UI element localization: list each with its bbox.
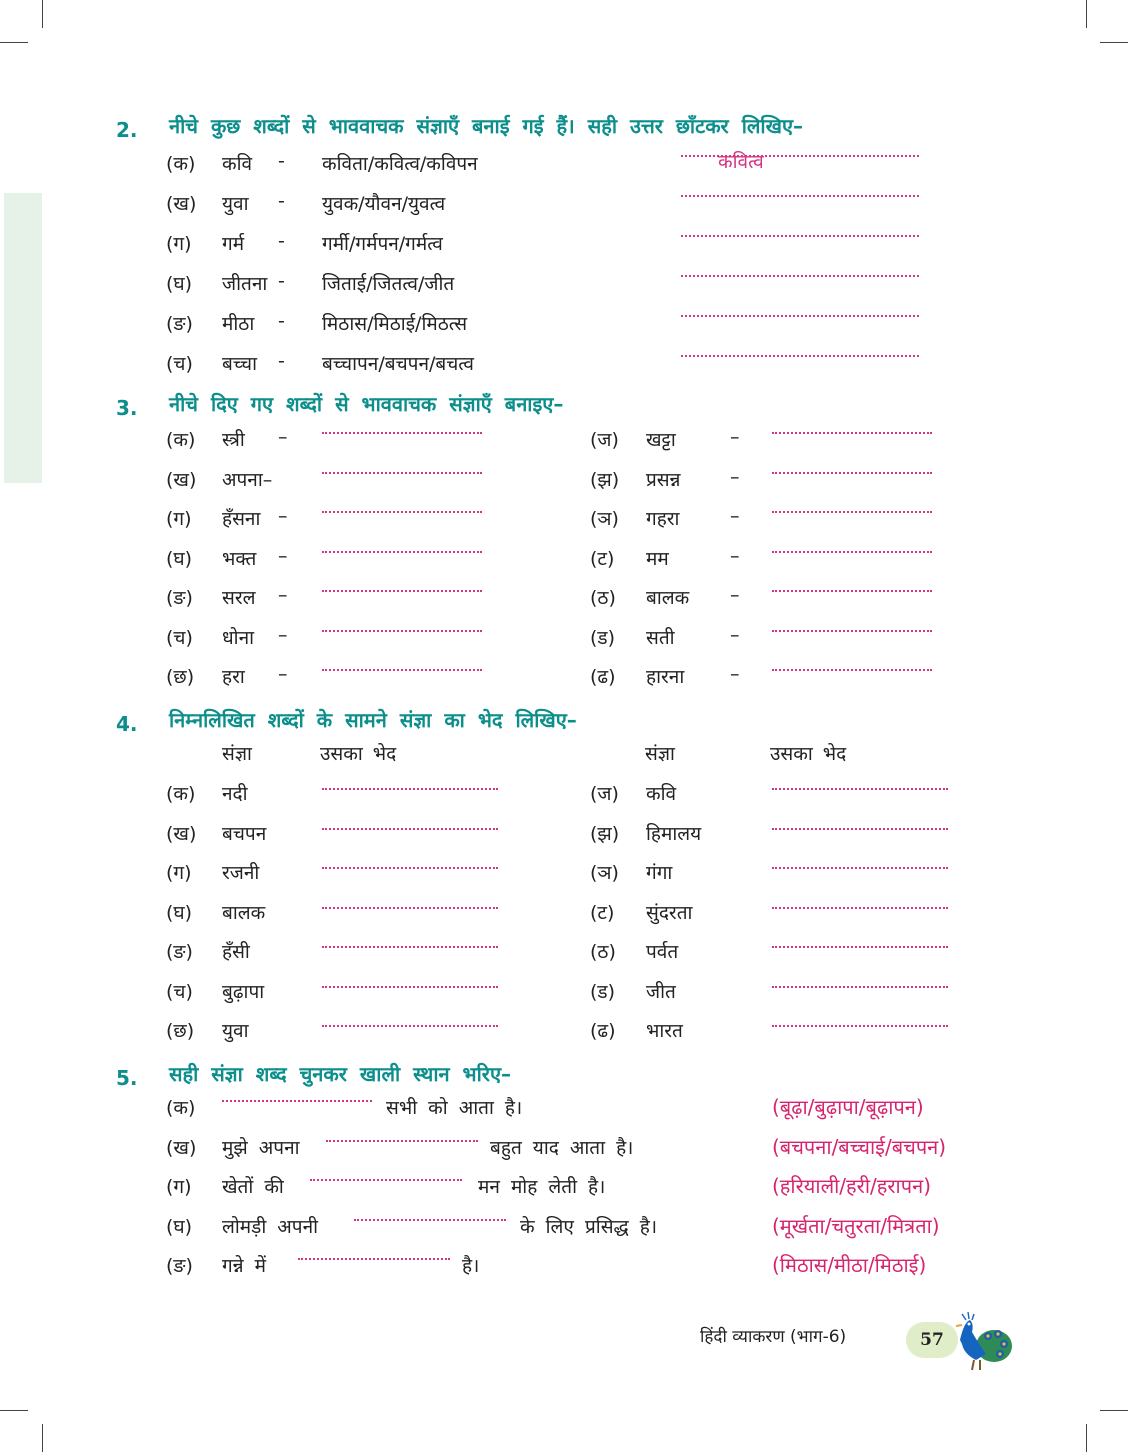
item-label: (घ) (166, 547, 193, 570)
answer-blank[interactable] (772, 986, 948, 988)
answer-blank[interactable] (772, 788, 948, 790)
side-tab (4, 193, 42, 483)
fill-blank[interactable] (310, 1179, 462, 1181)
answer-blank[interactable] (322, 986, 498, 988)
choice-options: (मिठास/मीठा/मिठाई) (772, 1253, 927, 1277)
item-dash: – (278, 584, 288, 606)
question-title: निम्नलिखित शब्दों के सामने संज्ञा का भेद लिखिए– (169, 708, 577, 732)
crop-mark (42, 1424, 43, 1452)
item-label: (क) (166, 783, 196, 805)
item-label: (ङ) (166, 941, 193, 963)
question-title: नीचे कुछ शब्दों से भाववाचक संज्ञाएँ बनाई गई हैं। सही उत्तर छाँटकर लिखिए– (169, 114, 804, 138)
book-title: हिंदी व्याकरण (भाग-6) (700, 1327, 847, 1347)
fill-blank[interactable] (222, 1100, 372, 1102)
item-word: कवि (646, 783, 677, 805)
item-label: (झ) (590, 468, 620, 491)
item-word: मीठा (222, 313, 255, 335)
item-options: बच्चापन/बचपन/बचत्व (322, 353, 474, 375)
column-header-noun: संज्ञा (222, 743, 252, 765)
sentence-end: के लिए प्रसिद्ध है। (520, 1215, 658, 1238)
item-word: हरा (222, 666, 245, 688)
sentence-start: लोमड़ी अपनी (222, 1215, 319, 1238)
item-word: हँसना (222, 508, 261, 530)
answer-blank[interactable] (772, 828, 948, 830)
item-word: गहरा (646, 508, 680, 530)
column-header-noun: संज्ञा (645, 743, 675, 765)
item-word: बुढ़ापा (222, 980, 265, 1003)
item-word: युवा (222, 1020, 249, 1042)
item-word: बच्चा (222, 353, 257, 375)
answer-blank[interactable] (772, 1025, 948, 1027)
item-dash: – (278, 663, 288, 685)
answer-blank[interactable] (322, 1025, 498, 1027)
crop-mark (1100, 42, 1128, 43)
item-word: सुंदरता (646, 901, 693, 924)
item-label: (ट) (590, 901, 615, 924)
item-options: युवक/यौवन/युवत्व (322, 193, 446, 215)
answer-blank[interactable] (322, 630, 482, 632)
item-dash: – (730, 426, 740, 448)
item-label: (ग) (166, 233, 192, 255)
answer-blank[interactable] (772, 630, 932, 632)
item-label: (झ) (590, 822, 620, 845)
item-word: प्रसन्न (646, 468, 681, 491)
sentence-end: बहुत याद आता है। (490, 1136, 634, 1159)
answer-blank[interactable] (322, 867, 498, 869)
item-label: (घ) (166, 1215, 193, 1238)
item-label: (ट) (590, 547, 615, 570)
item-label: (क) (166, 1097, 196, 1119)
item-label: (घ) (166, 273, 193, 295)
item-dash: – (730, 544, 740, 567)
sentence-start: गन्ने में (222, 1255, 266, 1277)
question-number: 5. (116, 1066, 138, 1090)
answer-blank[interactable] (322, 551, 482, 553)
answer-blank[interactable] (681, 195, 919, 197)
item-label: (ख) (166, 822, 197, 845)
peacock-icon (950, 1310, 1014, 1372)
sentence-start: मुझे अपना (222, 1136, 300, 1159)
item-label: (क) (166, 429, 196, 451)
item-dash: – (278, 544, 288, 567)
item-label: (च) (166, 353, 193, 375)
item-label: (घ) (166, 901, 193, 924)
sentence-end: मन मोह लेती है। (478, 1176, 606, 1198)
fill-blank[interactable] (298, 1258, 450, 1260)
answer-text: कवित्व (718, 151, 764, 173)
item-word: स्त्री (222, 429, 245, 451)
item-label: (ग) (166, 508, 192, 530)
item-word: सती (646, 626, 675, 649)
item-label: (ज) (590, 429, 619, 451)
item-word: बालक (646, 587, 690, 609)
answer-blank[interactable] (772, 946, 948, 948)
item-label: (ढ) (590, 666, 616, 688)
fill-blank[interactable] (326, 1140, 478, 1142)
choice-options: (बचपना/बच्चाई/बचपन) (772, 1134, 947, 1159)
item-dash: – (730, 584, 740, 606)
answer-blank[interactable] (772, 867, 948, 869)
item-label: (छ) (166, 1020, 195, 1042)
item-label: (ङ) (166, 1255, 193, 1277)
item-dash: - (278, 190, 285, 212)
item-word: युवा (222, 193, 249, 215)
item-dash: - (278, 230, 285, 252)
answer-blank[interactable] (322, 669, 482, 671)
item-word: भक्त (222, 547, 257, 570)
item-word: रजनी (222, 862, 260, 884)
item-label: (ढ) (590, 1020, 616, 1042)
item-word: बालक (222, 901, 266, 924)
item-word: जीत (646, 980, 676, 1003)
crop-mark (1100, 1410, 1128, 1411)
item-word: अपना– (222, 468, 273, 491)
item-word: हँसी (222, 941, 250, 963)
item-options: मिठास/मिठाई/मिठत्स (322, 313, 468, 335)
item-word: गंगा (646, 862, 673, 884)
item-label: (च) (166, 626, 193, 649)
item-word: सरल (222, 587, 256, 609)
item-word: मम (646, 547, 669, 570)
sentence-start: खेतों की (222, 1176, 284, 1198)
item-dash: - (278, 310, 285, 332)
crop-mark (0, 1410, 28, 1411)
answer-blank[interactable] (772, 669, 932, 671)
answer-blank[interactable] (322, 946, 498, 948)
crop-mark (42, 0, 43, 28)
question-title: सही संज्ञा शब्द चुनकर खाली स्थान भरिए– (169, 1062, 512, 1086)
item-word: भारत (646, 1020, 683, 1042)
answer-blank[interactable] (681, 235, 919, 237)
answer-blank[interactable] (322, 432, 482, 434)
item-word: खट्टा (646, 429, 676, 451)
item-label: (ङ) (166, 587, 193, 609)
question-number: 3. (116, 396, 138, 420)
answer-blank[interactable] (681, 355, 919, 357)
item-word: बचपन (222, 822, 267, 845)
item-dash: – (730, 465, 740, 488)
item-label: (च) (166, 980, 193, 1003)
choice-options: (हरियाली/हरी/हरापन) (772, 1174, 932, 1198)
item-label: (ज) (590, 783, 619, 805)
answer-blank[interactable] (681, 275, 919, 277)
question-number: 2. (116, 118, 138, 142)
answer-blank[interactable] (772, 907, 948, 909)
choice-options: (मूर्खता/चतुरता/मित्रता) (772, 1213, 940, 1238)
item-label: (ञ) (590, 508, 619, 530)
item-word: हिमालय (646, 822, 702, 845)
item-label: (ड) (590, 626, 615, 649)
item-word: धोना (222, 626, 255, 649)
crop-mark (1086, 0, 1087, 28)
item-options: गर्मी/गर्मपन/गर्मत्व (322, 233, 443, 255)
item-label: (ठ) (590, 941, 616, 963)
answer-blank[interactable] (322, 590, 482, 592)
answer-blank[interactable] (322, 828, 498, 830)
choice-options: (बूढ़ा/बुढ़ापा/बूढ़ापन) (772, 1095, 924, 1119)
item-dash: - (278, 150, 285, 172)
item-label: (छ) (166, 666, 195, 688)
item-dash: – (278, 426, 288, 448)
item-word: गर्म (222, 233, 245, 255)
page-number: 57 (906, 1322, 958, 1358)
answer-blank[interactable] (772, 551, 932, 553)
question-title: नीचे दिए गए शब्दों से भाववाचक संज्ञाएँ बनाइए– (169, 392, 564, 416)
item-word: नदी (222, 783, 248, 805)
item-label: (ञ) (590, 862, 619, 884)
item-label: (ङ) (166, 313, 193, 335)
item-dash: – (730, 623, 740, 646)
answer-blank[interactable] (772, 511, 932, 513)
item-label: (ड) (590, 980, 615, 1003)
item-word: हारना (646, 666, 685, 688)
crop-mark (1086, 1424, 1087, 1452)
item-dash: – (278, 623, 288, 646)
item-dash: - (278, 350, 285, 372)
item-label: (क) (166, 153, 196, 175)
item-label: (ग) (166, 1176, 192, 1198)
item-dash: – (278, 505, 288, 527)
item-word: कवि (222, 153, 253, 175)
crop-mark (0, 42, 28, 43)
answer-blank[interactable] (322, 907, 498, 909)
column-header-type: उसका भेद (770, 743, 847, 765)
answer-blank[interactable] (322, 472, 482, 474)
sentence-end: सभी को आता है। (386, 1097, 523, 1119)
item-word: जीतना (222, 273, 268, 295)
fill-blank[interactable] (354, 1219, 506, 1221)
item-dash: - (278, 270, 285, 292)
answer-blank[interactable] (681, 155, 919, 157)
item-dash: – (730, 505, 740, 527)
item-dash: – (730, 663, 740, 685)
item-options: जिताई/जितत्व/जीत (322, 273, 455, 295)
item-options: कविता/कवित्व/कविपन (322, 153, 478, 175)
sentence-end: है। (462, 1255, 480, 1277)
item-label: (ख) (166, 1136, 197, 1159)
column-header-type: उसका भेद (320, 743, 397, 765)
answer-blank[interactable] (322, 788, 498, 790)
answer-blank[interactable] (681, 315, 919, 317)
item-word: पर्वत (646, 941, 679, 963)
item-label: (ग) (166, 862, 192, 884)
answer-blank[interactable] (772, 590, 932, 592)
item-label: (ख) (166, 468, 197, 491)
answer-blank[interactable] (772, 472, 932, 474)
answer-blank[interactable] (322, 511, 482, 513)
item-label: (ख) (166, 193, 197, 215)
question-number: 4. (116, 712, 138, 736)
answer-blank[interactable] (772, 432, 932, 434)
item-label: (ठ) (590, 587, 616, 609)
